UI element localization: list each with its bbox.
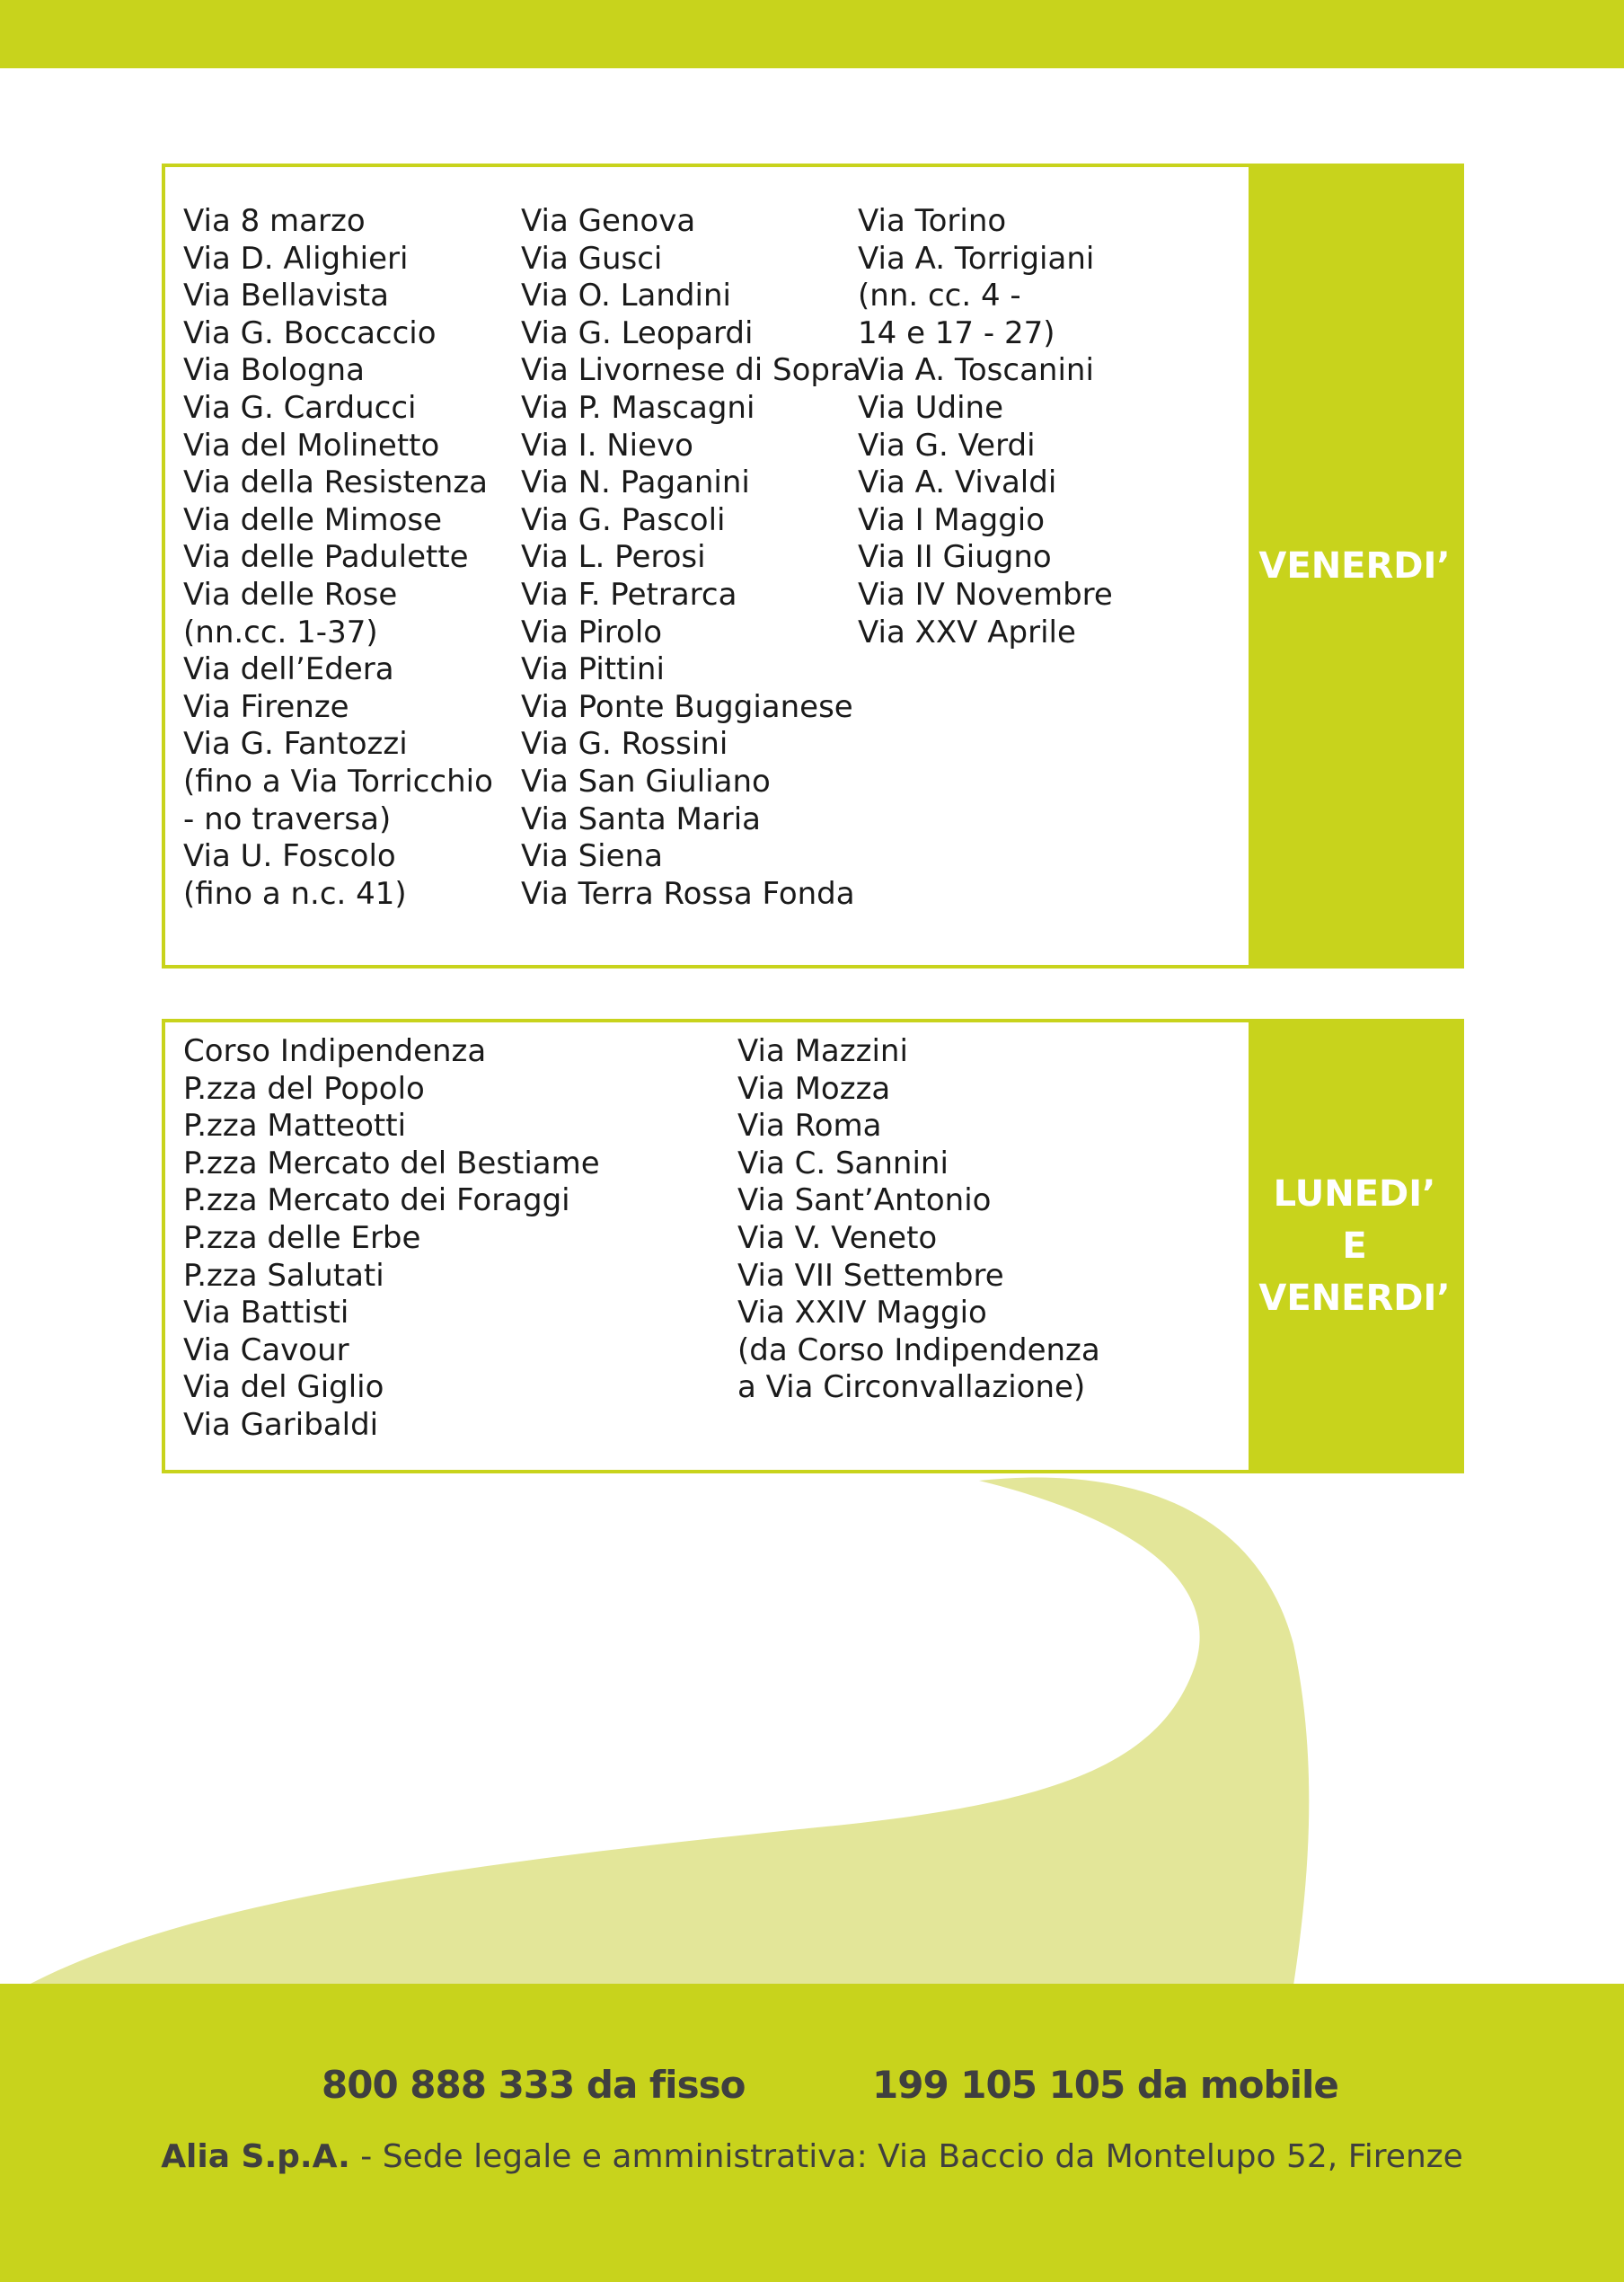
street-item: Via delle Mimose — [183, 501, 443, 538]
street-item: Via XXV Aprile — [858, 614, 1076, 650]
street-item: P.zza Matteotti — [183, 1108, 407, 1145]
friday-column-2 — [521, 203, 861, 913]
day-label-line2: E — [1342, 1225, 1367, 1267]
street-item: (fino a n.c. 41) — [183, 875, 407, 912]
day-label: VENERDI’ — [1258, 545, 1451, 587]
street-item: Via delle Padulette — [183, 539, 469, 576]
mf-column-2 — [737, 1033, 1100, 1407]
friday-column-1 — [183, 203, 493, 913]
street-item: Via del Giglio — [183, 1369, 384, 1406]
phone-landline[interactable]: 800 888 333 da fisso — [322, 2063, 746, 2107]
street-item: Via I Maggio — [858, 501, 1046, 538]
street-item: Via Santa Maria — [521, 800, 761, 837]
street-item: Via IV Novembre — [858, 576, 1113, 613]
street-item: Via Mazzini — [737, 1033, 908, 1069]
street-item: Via A. Toscanini — [858, 352, 1094, 389]
street-item: Via Gusci — [521, 240, 663, 277]
street-item: Via 8 marzo — [183, 203, 366, 239]
street-item: (nn.cc. 1-37) — [183, 614, 378, 650]
street-item: Via Livornese di Sopra — [521, 352, 861, 389]
street-item: Via O. Landini — [521, 278, 731, 314]
street-item: Via Genova — [521, 203, 696, 239]
street-item: Via A. Torrigiani — [858, 240, 1095, 277]
street-item: Via dell’Edera — [183, 651, 394, 688]
street-item: Via Pittini — [521, 651, 665, 688]
street-item: Via C. Sannini — [737, 1145, 949, 1181]
street-item: Via Sant’Antonio — [737, 1182, 992, 1219]
street-item: Via del Molinetto — [183, 427, 440, 464]
mf-column-1 — [183, 1033, 600, 1445]
street-item: Corso Indipendenza — [183, 1033, 487, 1069]
street-item: Via D. Alighieri — [183, 240, 409, 277]
street-item: Via G. Carducci — [183, 389, 417, 426]
street-item: (nn. cc. 4 - — [858, 278, 1021, 314]
street-item: Via della Resistenza — [183, 464, 489, 501]
footer — [0, 1984, 1624, 2282]
street-item: Via Bologna — [183, 352, 365, 389]
street-item: Via L. Perosi — [521, 539, 706, 576]
street-item: Via A. Vivaldi — [858, 464, 1057, 501]
street-item: Via U. Foscolo — [183, 838, 396, 875]
street-item: Via II Giugno — [858, 539, 1052, 576]
street-item: 14 e 17 - 27) — [858, 314, 1055, 351]
street-item: Via Pirolo — [521, 614, 663, 650]
street-item: Via XXIV Maggio — [737, 1295, 987, 1331]
street-item: Via Ponte Buggianese — [521, 688, 853, 725]
company-name: Alia S.p.A. — [161, 2138, 350, 2175]
street-item: Via Battisti — [183, 1295, 349, 1331]
street-item: Via San Giuliano — [521, 763, 771, 800]
street-item: Via VII Settembre — [737, 1257, 1004, 1294]
street-item: P.zza delle Erbe — [183, 1219, 421, 1256]
friday-schedule-box — [162, 164, 1464, 969]
day-label-panel — [1249, 1022, 1461, 1470]
street-list — [183, 1033, 600, 1445]
street-item: Via Terra Rossa Fonda — [521, 875, 855, 912]
wave-shape — [27, 1477, 1309, 1986]
street-item: - no traversa) — [183, 800, 392, 837]
street-item: Via Siena — [521, 838, 663, 875]
street-list — [737, 1033, 1100, 1407]
street-item: Via V. Veneto — [737, 1219, 938, 1256]
street-item: (fino a Via Torricchio — [183, 763, 493, 800]
street-item: Via F. Petrarca — [521, 576, 737, 613]
street-item: P.zza Mercato dei Foraggi — [183, 1182, 570, 1219]
street-item: Via G. Verdi — [858, 427, 1036, 464]
street-item: Via Mozza — [737, 1070, 891, 1107]
decorative-wave — [0, 1473, 1624, 1986]
street-item: (da Corso Indipendenza — [737, 1331, 1100, 1368]
friday-column-3 — [858, 203, 1113, 651]
street-item: Via G. Fantozzi — [183, 726, 408, 763]
street-item: P.zza del Popolo — [183, 1070, 425, 1107]
street-item: Via Garibaldi — [183, 1406, 379, 1443]
street-item: Via Firenze — [183, 688, 349, 725]
street-item: Via delle Rose — [183, 576, 398, 613]
street-item: Via Bellavista — [183, 278, 390, 314]
street-item: Via G. Boccaccio — [183, 314, 437, 351]
day-label-line1: LUNEDI’ — [1273, 1173, 1436, 1215]
top-color-band — [0, 0, 1624, 68]
street-item: Via Roma — [737, 1108, 882, 1145]
street-item: Via I. Nievo — [521, 427, 693, 464]
company-address — [0, 2138, 1624, 2175]
street-list — [521, 203, 861, 913]
street-item: Via Cavour — [183, 1331, 349, 1368]
street-item: P.zza Mercato del Bestiame — [183, 1145, 600, 1181]
street-item: Via Torino — [858, 203, 1007, 239]
street-item: Via P. Mascagni — [521, 389, 755, 426]
street-item: Via G. Rossini — [521, 726, 728, 763]
day-label-line3: VENERDI’ — [1258, 1278, 1451, 1319]
street-item: Via G. Leopardi — [521, 314, 754, 351]
address-text: - Sede legale e amministrativa: Via Baccio da Montelupo 52, Firenze — [349, 2138, 1463, 2175]
day-label-panel — [1249, 167, 1461, 965]
phone-mobile[interactable]: 199 105 105 da mobile — [872, 2063, 1338, 2107]
street-item: a Via Circonvallazione) — [737, 1369, 1086, 1406]
street-item: P.zza Salutati — [183, 1257, 384, 1294]
street-item: Via G. Pascoli — [521, 501, 726, 538]
monday-friday-schedule-box — [162, 1019, 1464, 1473]
street-list — [858, 203, 1113, 651]
street-item: Via N. Paganini — [521, 464, 750, 501]
street-list — [183, 203, 493, 913]
street-item: Via Udine — [858, 389, 1003, 426]
